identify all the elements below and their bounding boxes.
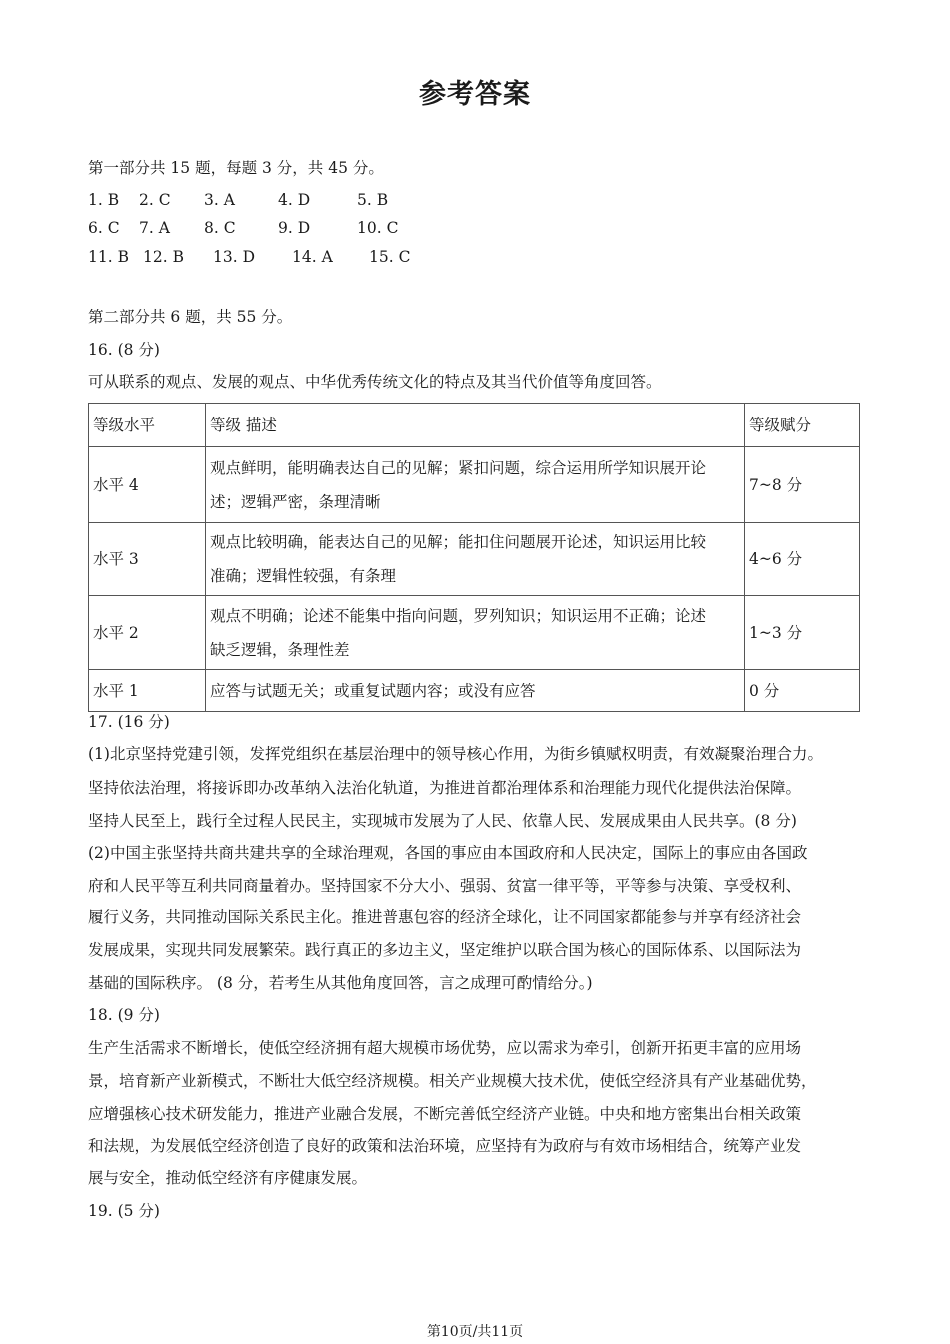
answer-item: 3. A [204, 191, 235, 209]
score-cell: 1~3 分 [745, 596, 860, 670]
description-line: 准确；逻辑性较强，有条理 [210, 567, 397, 585]
q17-line: 坚持依法治理，将接诉即办改革纳入法治化轨道，为推进首都治理体系和治理能力现代化提供法治保障。 [88, 779, 802, 797]
q18-line: 生产生活需求不断增长，使低空经济拥有超大规模市场优势，应以需求为牵引，创新开拓更丰富的应用场 [88, 1039, 802, 1057]
description-line: 缺乏逻辑，条理性差 [210, 640, 350, 659]
q17-line: (2)中国主张坚持共商共建共享的全球治理观，各国的事应由本国政府和人民决定，国际上的事应由各国政 [88, 844, 808, 862]
table-header-cell: 等级水平 [89, 404, 206, 447]
q17-line: 发展成果，实现共同发展繁荣。践行真正的多边主义，坚定维护以联合国为核心的国际体系、以国际法为 [88, 941, 802, 959]
q18-line: 景，培育新产业新模式，不断壮大低空经济规模。相关产业规模大技术优，使低空经济具有产业基础优势， [88, 1072, 817, 1090]
q17-line: 基础的国际秩序。 (8 分，若考生从其他角度回答，言之成理可酌情给分。) [88, 974, 593, 992]
page-footer: 第10页/共11页 [426, 1324, 524, 1340]
level-cell: 水平 2 [89, 596, 206, 670]
description-line: 述；逻辑严密，条理清晰 [210, 492, 381, 511]
answer-item: 4. D [278, 191, 311, 209]
table-row [89, 447, 860, 523]
answer-item: 9. D [278, 219, 311, 237]
q17-line: 履行义务，共同推动国际关系民主化。推进普惠包容的经济全球化，让不同国家都能参与并享有经济社会 [88, 908, 802, 926]
answer-item: 11. B [88, 248, 129, 266]
part1-header: 第一部分共 15 题，每题 3 分，共 45 分。 [88, 159, 384, 177]
level-cell: 水平 3 [89, 523, 206, 596]
q18-line: 应增强核心技术研发能力，推进产业融合发展，不断完善低空经济产业链。中央和地方密集出台相关政策 [88, 1105, 802, 1123]
table-row [89, 670, 860, 712]
answer-item: 1. B [88, 191, 120, 209]
q16-intro: 可从联系的观点、发展的观点、中华优秀传统文化的特点及其当代价值等角度回答。 [88, 373, 662, 391]
table-row [89, 523, 860, 596]
q17-label: 17. (16 分) [88, 713, 170, 731]
part2-header: 第二部分共 6 题，共 55 分。 [88, 308, 293, 326]
description-cell [206, 523, 745, 596]
q18-line: 和法规，为发展低空经济创造了良好的政策和法治环境，应坚持有为政府与有效市场相结合，统筹产业发 [88, 1137, 802, 1155]
answer-item: 2. C [139, 191, 171, 209]
answer-item: 6. C [88, 219, 120, 237]
answer-item: 12. B [143, 248, 184, 266]
description-line: 观点比较明确，能表达自己的见解；能扣住问题展开论述，知识运用比较 [210, 533, 707, 551]
answer-item: 7. A [139, 219, 170, 237]
q18-line: 展与安全，推动低空经济有序健康发展。 [88, 1169, 368, 1187]
answer-item: 10. C [357, 219, 399, 237]
table-row [89, 596, 860, 670]
rubric-table [88, 403, 860, 712]
description-cell [206, 596, 745, 670]
page-title: 参考答案 [419, 79, 531, 110]
answer-item: 14. A [292, 248, 333, 266]
table-header-cell: 等级 描述 [206, 404, 745, 447]
q19-label: 19. (5 分) [88, 1202, 160, 1220]
table-header-cell: 等级赋分 [745, 404, 860, 447]
answer-item: 8. C [204, 219, 236, 237]
description-line: 观点不明确；论述不能集中指向问题，罗列知识；知识运用不正确；论述 [210, 606, 707, 625]
q17-line: 坚持人民至上，践行全过程人民民主，实现城市发展为了人民、依靠人民、发展成果由人民共享。(8 分) [88, 812, 797, 830]
answer-item: 5. B [357, 191, 389, 209]
q17-line: 府和人民平等互利共同商量着办。坚持国家不分大小、强弱、贫富一律平等，平等参与决策、享受权利、 [88, 877, 802, 895]
answer-item: 15. C [369, 248, 411, 266]
score-cell: 4~6 分 [745, 523, 860, 596]
description-line: 观点鲜明，能明确表达自己的见解；紧扣问题，综合运用所学知识展开论 [210, 458, 707, 477]
score-cell: 0 分 [745, 670, 860, 712]
answer-item: 13. D [213, 248, 256, 266]
score-cell: 7~8 分 [745, 447, 860, 523]
q16-label: 16. (8 分) [88, 341, 160, 359]
level-cell: 水平 1 [89, 670, 206, 712]
description-cell: 应答与试题无关；或重复试题内容；或没有应答 [206, 670, 745, 712]
description-cell [206, 447, 745, 523]
level-cell: 水平 4 [89, 447, 206, 523]
q18-label: 18. (9 分) [88, 1006, 160, 1024]
q17-line: (1)北京坚持党建引领，发挥党组织在基层治理中的领导核心作用，为街乡镇赋权明责，有效凝聚治理合力。 [88, 745, 823, 763]
table-header-row [89, 404, 860, 447]
